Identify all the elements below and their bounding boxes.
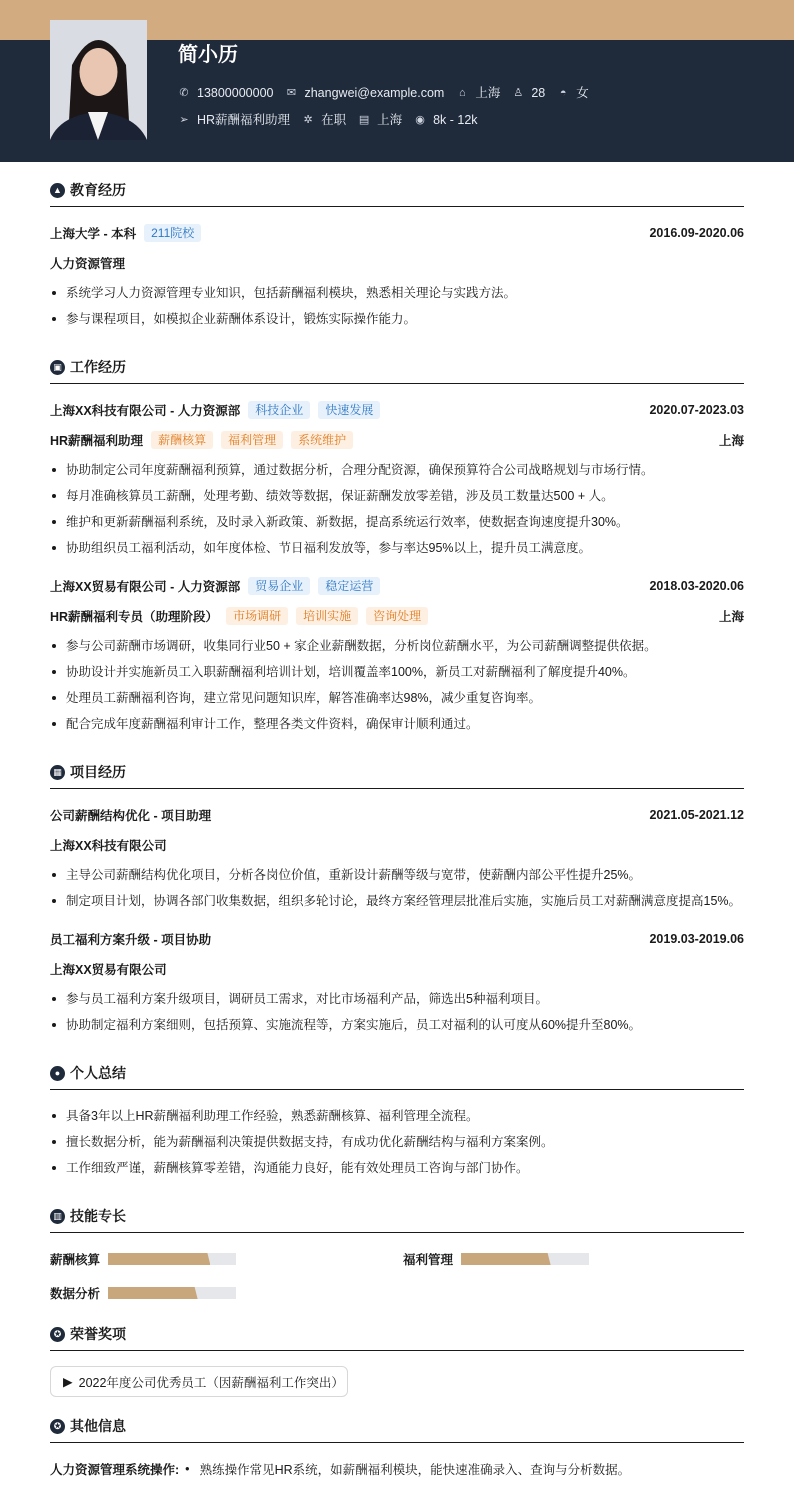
project-name: 员工福利方案升级 - 项目协助 [50,933,212,947]
expected-salary: 8k - 12k [433,113,478,127]
skill-item [403,1242,744,1276]
bullet: 协助组织员工福利活动，如年度体检、节日福利发放等，参与率达95%以上，提升员工满意度。 [50,535,744,561]
other-label: 人力资源管理系统操作: [50,1463,180,1477]
graduation-cap-icon: ▲ [50,183,65,198]
section-education-heading [50,176,744,207]
chart-icon: ▥ [50,1209,65,1224]
info-icon: ✪ [50,1419,65,1434]
bullet: 每月准确核算员工薪酬，处理考勤、绩效等数据，保证薪酬发放零差错，涉及员工数量达500 + 人。 [50,483,744,509]
section-summary-heading [50,1059,744,1090]
salary-icon: ◉ [415,114,425,126]
skill-bar [461,1253,589,1265]
job-row [50,395,744,425]
user-icon: ● [50,1066,65,1081]
job-intent-row [178,111,478,129]
bullet: 协助制定福利方案细则，包括预算、实施流程等，方案实施后，员工对福利的认可度从60%提升至80%。 [50,1012,744,1038]
skill-name: 薪酬核算 [50,1253,101,1267]
section-work-heading [50,353,744,384]
section-title: 项目经历 [70,764,126,780]
date: 2021.05-2021.12 [649,808,744,822]
other-text: 熟练操作常见HR系统，如薪酬福利模块，能快速准确录入、查询与分析数据。 [199,1463,631,1477]
skill-bar-fill [461,1253,551,1265]
company: 上海XX科技有限公司 - 人力资源部 [50,404,241,418]
job-bullets [50,457,744,561]
contact-row [178,84,589,102]
section-title: 工作经历 [70,359,126,375]
award-icon: ✪ [50,1327,65,1342]
bullet: 工作细致严谨，薪酬核算零差错，沟通能力良好，能有效处理员工咨询与部门协作。 [50,1155,744,1181]
skill-tag: 市场调研 [226,607,288,625]
bullet: 参与公司薪酬市场调研，收集同行业50 + 家企业薪酬数据，分析岗位薪酬水平，为公司薪酬调整提供依据。 [50,633,744,659]
profile-photo [50,20,147,140]
bullet: 擅长数据分析，能为薪酬福利决策提供数据支持，有成功优化薪酬结构与福利方案案例。 [50,1129,744,1155]
tag: 科技企业 [248,401,310,419]
skill-bar-fill [108,1253,210,1265]
project-bullets [50,986,744,1038]
home-icon: ⌂ [459,87,466,99]
gear-icon: ✲ [303,114,313,126]
date: 2020.07-2023.03 [649,403,744,417]
school: 上海大学 - 本科 [50,227,137,241]
tag: 贸易企业 [248,577,310,595]
tag: 211院校 [144,224,201,242]
email[interactable]: zhangwei@example.com [304,86,445,100]
job-status: 在职 [321,113,347,127]
role-row [50,425,744,455]
date: 2019.03-2019.06 [649,932,744,946]
hometown: 上海 [475,86,501,100]
project-row [50,800,744,830]
skills-grid [50,1242,744,1310]
date: 2016.09-2020.06 [649,226,744,240]
project-name: 公司薪酬结构优化 - 项目助理 [50,809,212,823]
section-title: 技能专长 [70,1208,126,1224]
role: HR薪酬福利助理 [50,434,144,448]
job-row [50,571,744,601]
section-honors-heading [50,1320,744,1351]
briefcase-icon: ▣ [50,360,65,375]
section-skills-heading [50,1202,744,1233]
project-org: 上海XX贸易有限公司 [50,963,167,977]
bullet-dot: • [185,1462,190,1476]
skill-tag: 福利管理 [221,431,283,449]
triangle-right-icon: ▶ [63,1375,73,1389]
skill-bar [108,1253,236,1265]
education-bullets [50,280,744,332]
gender-icon: ◓ [559,87,567,99]
honor-item[interactable] [50,1366,348,1397]
bullet: 具备3年以上HR薪酬福利助理工作经验，熟悉薪酬核算、福利管理全流程。 [50,1103,744,1129]
cake-icon: ♙ [513,87,524,99]
skill-tag: 咨询处理 [366,607,428,625]
project-row [50,924,744,954]
project-org-row [50,830,744,860]
date: 2018.03-2020.06 [649,579,744,593]
tag: 稳定运营 [318,577,380,595]
send-icon: ➢ [179,114,189,126]
gender: 女 [576,86,589,100]
company: 上海XX贸易有限公司 - 人力资源部 [50,580,241,594]
bullet: 主导公司薪酬结构优化项目，分析各岗位价值，重新设计薪酬等级与宽带，使薪酬内部公平性提升25%。 [50,862,744,888]
bullet: 配合完成年度薪酬福利审计工作，整理各类文件资料，确保审计顺利通过。 [50,711,744,737]
building-icon: ▤ [358,114,370,126]
phone-icon: ✆ [179,87,189,99]
section-title: 其他信息 [70,1418,126,1434]
role-row [50,601,744,631]
bullet: 处理员工薪酬福利咨询，建立常见问题知识库，解答准确率达98%，减少重复咨询率。 [50,685,744,711]
role: HR薪酬福利专员（助理阶段） [50,610,219,624]
honor-text: 2022年度公司优秀员工（因薪酬福利工作突出） [78,1375,344,1390]
skill-tag: 培训实施 [296,607,358,625]
skill-bar [108,1287,236,1299]
bullet: 制定项目计划，协调各部门收集数据，组织多轮讨论，最终方案经管理层批准后实施，实施后员工对薪酬满意度提高15%。 [50,888,744,914]
bullet: 参与课程项目，如模拟企业薪酬体系设计，锻炼实际操作能力。 [50,306,744,332]
candidate-name: 简小历 [178,44,238,66]
skill-tag: 系统维护 [291,431,353,449]
bullet: 协助设计并实施新员工入职薪酬福利培训计划，培训覆盖率100%，新员工对薪酬福利了解度提升40%。 [50,659,744,685]
bullet: 参与员工福利方案升级项目，调研员工需求，对比市场福利产品，筛选出5种福利项目。 [50,986,744,1012]
skill-name: 数据分析 [50,1287,101,1301]
target-city: 上海 [377,113,403,127]
skill-bar-fill [108,1287,198,1299]
grid-icon: ▦ [50,765,65,780]
target-position: HR薪酬福利助理 [197,113,291,127]
age: 28 [531,86,546,100]
education-row [50,218,744,248]
section-title: 个人总结 [70,1065,126,1081]
skill-item [50,1242,403,1276]
project-org: 上海XX科技有限公司 [50,839,167,853]
skill-name: 福利管理 [403,1253,454,1267]
tag: 快速发展 [318,401,380,419]
job-bullets [50,633,744,737]
project-org-row [50,954,744,984]
resume-body [50,176,744,1482]
city: 上海 [718,434,744,448]
section-projects-heading [50,758,744,789]
city: 上海 [718,610,744,624]
bullet: 系统学习人力资源管理专业知识，包括薪酬福利模块，熟悉相关理论与实践方法。 [50,280,744,306]
section-title: 荣誉奖项 [70,1326,126,1342]
summary-bullets [50,1103,744,1181]
bullet: 协助制定公司年度薪酬福利预算，通过数据分析，合理分配资源，确保预算符合公司战略规划与市场行情。 [50,457,744,483]
major-row [50,248,744,278]
project-bullets [50,862,744,914]
mail-icon: ✉ [286,87,297,99]
phone: 13800000000 [197,86,274,100]
other-info-row [50,1456,744,1482]
skill-item [50,1276,403,1310]
skill-tag: 薪酬核算 [151,431,213,449]
section-title: 教育经历 [70,182,126,198]
section-other-heading [50,1412,744,1443]
bullet: 维护和更新薪酬福利系统，及时录入新政策、新数据，提高系统运行效率，使数据查询速度提升30%。 [50,509,744,535]
major: 人力资源管理 [50,257,126,271]
